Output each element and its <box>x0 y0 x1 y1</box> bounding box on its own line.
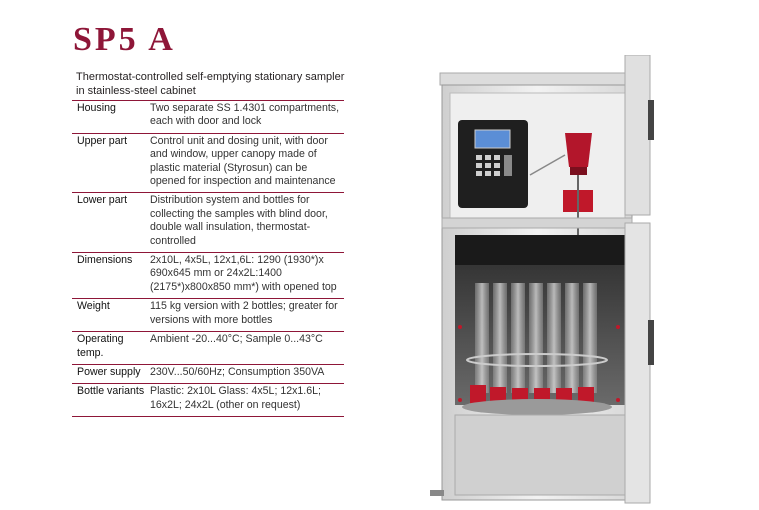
spec-value: Plastic: 2x10L Glass: 4x5L; 12x1.6L; 16x2L; 24x2L (other on request) <box>150 385 321 411</box>
spec-value: 115 kg version with 2 bottles; greater for versions with more bottles <box>150 300 338 326</box>
lower-door <box>625 223 650 503</box>
spec-row-power-supply <box>72 364 344 383</box>
spec-value: Ambient -20...40°C; Sample 0...43°C <box>150 333 323 346</box>
sample-bottles <box>462 283 612 415</box>
product-photo <box>420 55 660 505</box>
spec-label: Operating temp. <box>77 333 124 359</box>
spec-label: Housing <box>77 102 116 114</box>
spec-row-lower-part <box>72 193 344 253</box>
spec-row-dimensions <box>72 253 344 299</box>
spec-label: Power supply <box>77 365 141 378</box>
dosing-unit <box>565 133 592 167</box>
spec-label: Weight <box>77 300 110 313</box>
spec-row-upper-part <box>72 133 344 193</box>
lower-door-lock <box>648 320 654 365</box>
spec-row-weight <box>72 299 344 332</box>
spec-value: Two separate SS 1.4301 compartments, each with door and lock <box>150 102 340 128</box>
page-title: SP5 A <box>73 21 176 58</box>
spec-row-operating-temp <box>72 332 344 365</box>
spec-value: 230V...50/60Hz; Consumption 350VA <box>150 365 325 378</box>
upper-door <box>625 55 650 215</box>
upper-door-lock <box>648 100 654 140</box>
control-keypad <box>476 155 512 176</box>
spec-row-bottle-variants <box>72 384 344 417</box>
spec-table <box>72 100 344 417</box>
spec-value: Control unit and dosing unit, with door and window, upper canopy made of plastic material (Styrosun) can be opened for inspection and maintenance <box>150 134 336 188</box>
spec-row-housing <box>72 101 344 134</box>
product-subtitle: Thermostat-controlled self-emptying stationary sampler in stainless-steel cabinet <box>76 71 345 97</box>
spec-value: Distribution system and bottles for collecting the samples with blind door, double wall insulation, thermostat-controlled <box>150 194 328 247</box>
sampler-cabinet-illustration <box>420 55 660 505</box>
spec-value: 2x10L, 4x5L, 12x1,6L: 1290 (1930*)x 690x645 mm or 24x2L:1400 (2175*)x800x850 mm*) with opened top <box>150 254 337 293</box>
control-display <box>475 130 510 148</box>
spec-label: Upper part <box>77 134 128 147</box>
spec-label: Dimensions <box>77 254 133 267</box>
spec-label: Bottle variants <box>77 385 145 398</box>
upper-canopy <box>440 73 638 85</box>
spec-label: Lower part <box>77 194 128 207</box>
